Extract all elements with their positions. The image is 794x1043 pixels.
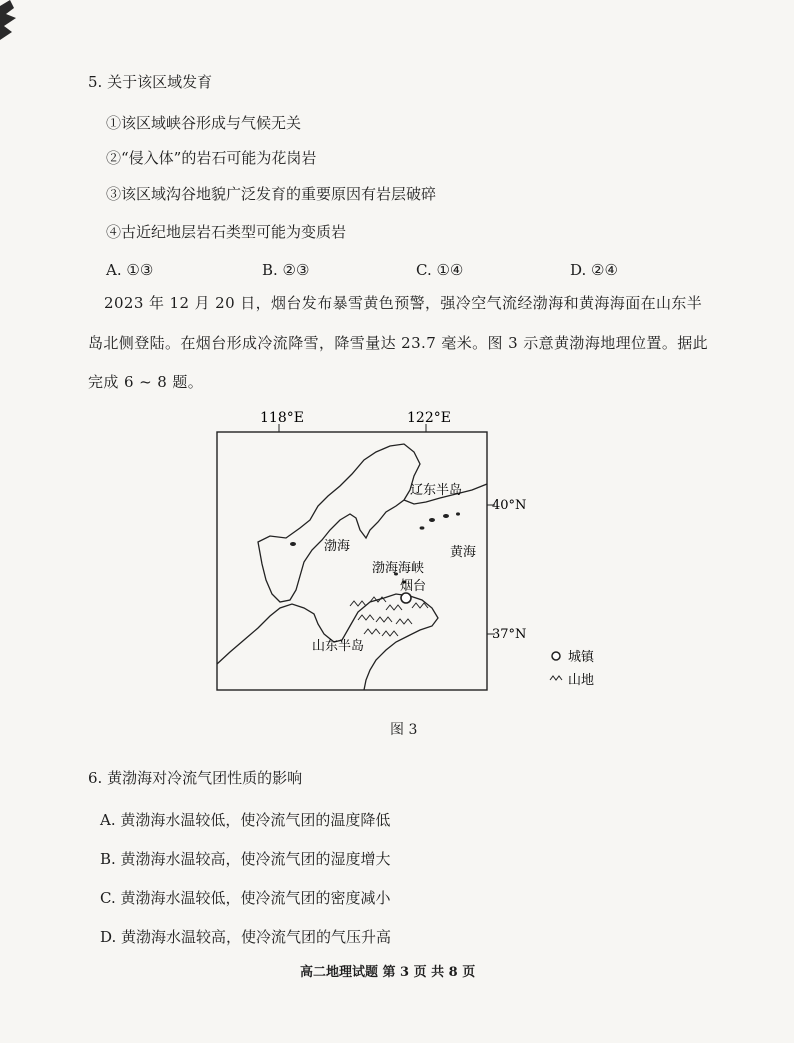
statement-4: ④古近纪地层岩石类型可能为变质岩 — [106, 223, 347, 241]
question-6-title: 6. 黄渤海对冷流气团性质的影响 — [88, 769, 303, 787]
mountain-symbols — [350, 597, 428, 636]
yantai-town-marker — [401, 593, 411, 603]
legend-mountain-label: 山地 — [568, 673, 595, 688]
legend-town-label: 城镇 — [568, 650, 595, 665]
choice-d: D. ②④ — [570, 261, 618, 279]
page-footer: 高二地理试题 第 3 页 共 8 页 — [300, 965, 476, 980]
scan-corner-mark — [0, 0, 26, 46]
question-5-title: 5. 关于该区域发育 — [88, 73, 213, 91]
figure-caption: 图 3 — [390, 722, 418, 738]
choice-b: B. ②③ — [262, 261, 310, 279]
lat-label-37: 37°N — [492, 627, 527, 642]
q6-option-b: B. 黄渤海水温较高，使冷流气团的湿度增大 — [100, 850, 391, 868]
north-coastline — [258, 444, 420, 602]
label-shandong: 山东半岛 — [312, 639, 365, 654]
label-yantai: 烟台 — [400, 579, 427, 594]
label-liaodong: 辽东半岛 — [410, 483, 463, 498]
q6-option-a: A. 黄渤海水温较低，使冷流气团的温度降低 — [100, 811, 391, 829]
q6-option-d: D. 黄渤海水温较高，使冷流气团的气压升高 — [100, 928, 392, 946]
legend-mountain-symbol — [550, 676, 562, 680]
bohai-map-figure — [200, 404, 620, 704]
statement-2: ②“侵入体”的岩石可能为花岗岩 — [106, 149, 317, 167]
statement-3: ③该区域沟谷地貌广泛发育的重要原因有岩层破碎 — [106, 185, 437, 203]
lon-label-122: 122°E — [407, 410, 451, 426]
intro-line-3: 完成 6 ~ 8 题。 — [88, 373, 204, 391]
choice-a: A. ①③ — [106, 261, 154, 279]
label-strait: 渤海海峡 — [372, 561, 425, 576]
lat-label-40: 40°N — [492, 498, 527, 513]
map-drawing — [200, 404, 620, 704]
statement-1: ①该区域峡谷形成与气候无关 — [106, 114, 302, 132]
intro-line-1: 2023 年 12 月 20 日，烟台发布暴雪黄色预警，强冷空气流经渤海和黄海海面在山东半 — [104, 294, 703, 312]
lon-label-118: 118°E — [260, 410, 304, 426]
intro-line-2: 岛北侧登陆。在烟台形成冷流降雪，降雪量达 23.7 毫米。图 3 示意黄渤海地理位置。据此 — [88, 334, 709, 352]
legend-town-symbol — [552, 652, 560, 660]
q6-option-c: C. 黄渤海水温较低，使冷流气团的密度减小 — [100, 889, 391, 907]
label-yellow-sea: 黄海 — [450, 545, 477, 560]
choice-c: C. ①④ — [416, 261, 464, 279]
label-bohai: 渤海 — [324, 539, 351, 554]
